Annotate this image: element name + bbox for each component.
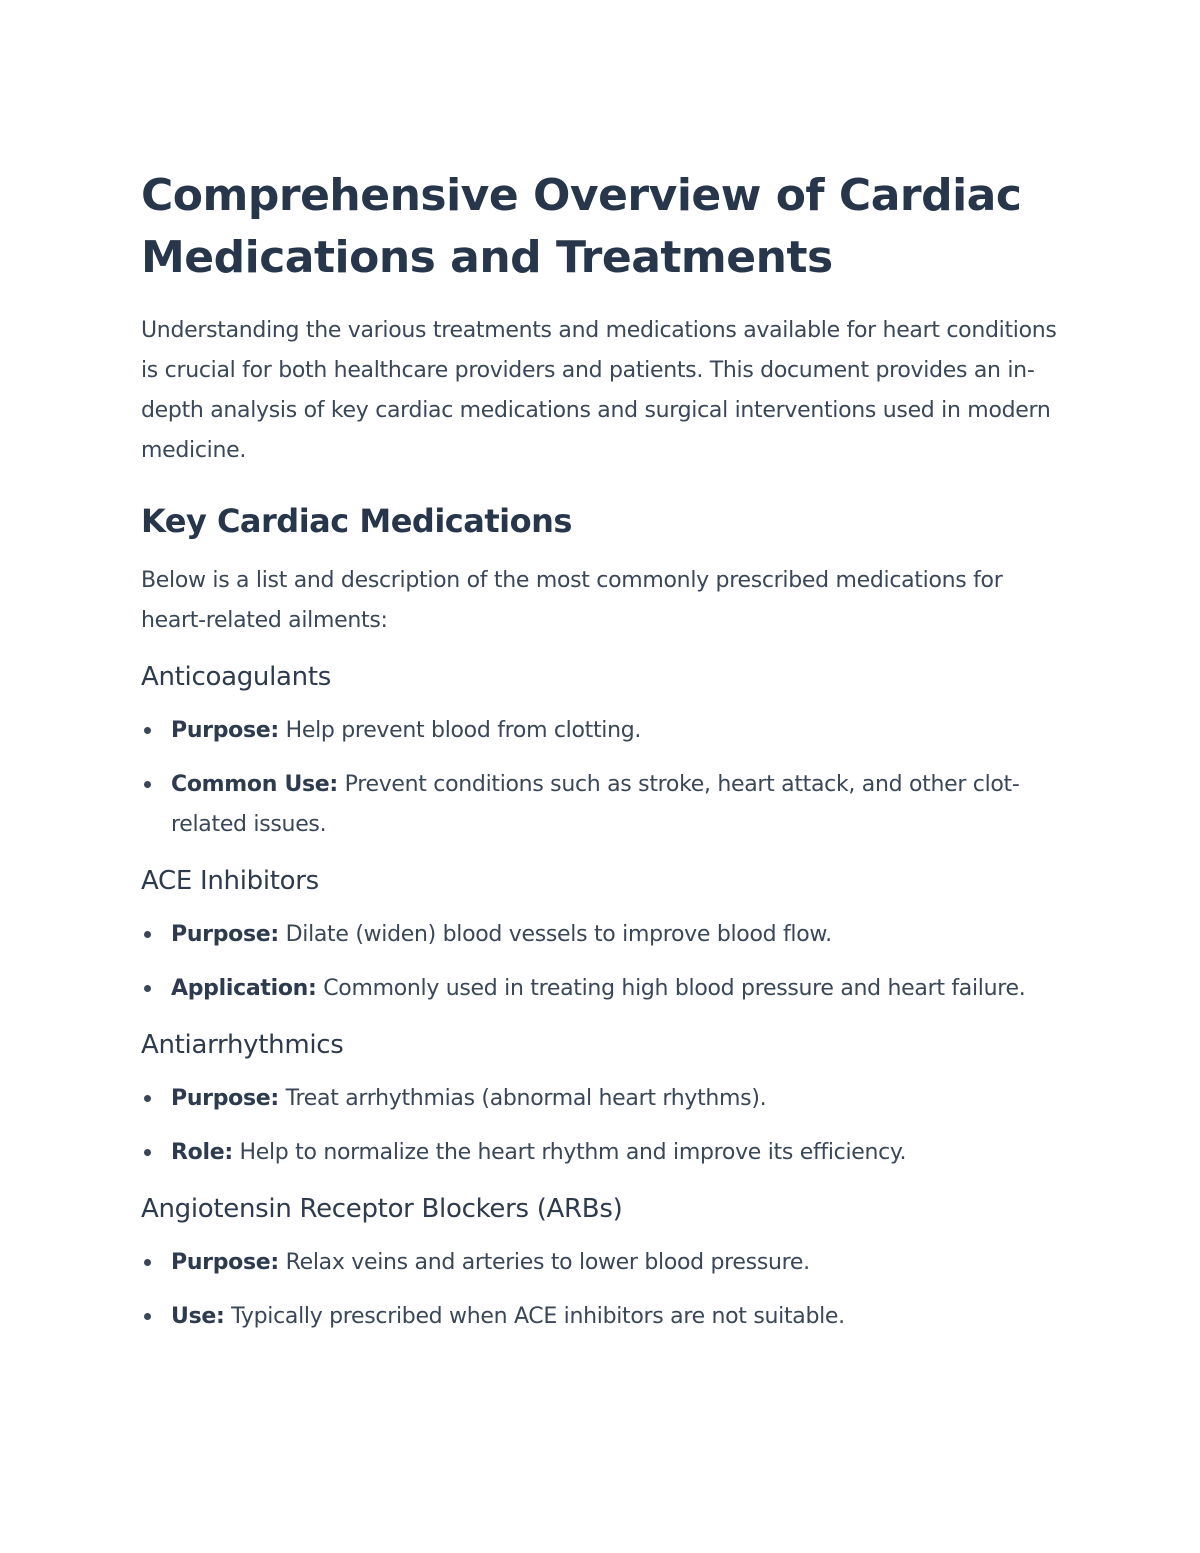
item-term: Role: [171,1140,233,1165]
item-term: Application: [171,976,317,1001]
item-text: Help to normalize the heart rhythm and improve its efficiency. [232,1140,907,1165]
bullet-icon [144,1095,151,1102]
item-term: Purpose: [171,922,279,947]
item-text: Prevent conditions such as stroke, heart attack, and other clot-related issues. [171,772,1020,837]
medication-list-anticoagulants [141,711,1061,845]
item-text: Typically prescribed when ACE inhibitors are not suitable. [224,1304,845,1329]
item-text: Help prevent blood from clotting. [278,718,642,743]
bullet-icon [144,781,151,788]
list-item [141,1079,1061,1119]
list-item [141,711,1061,751]
medication-list-antiarrhythmics [141,1079,1061,1173]
medication-list-ace-inhibitors [141,915,1061,1009]
list-item [141,1243,1061,1283]
bullet-icon [144,1313,151,1320]
medication-heading-anticoagulants: Anticoagulants [141,662,331,692]
list-item [141,1133,1061,1173]
bullet-icon [144,727,151,734]
item-term: Use: [171,1304,225,1329]
section-heading: Key Cardiac Medications [141,502,572,540]
medication-heading-antiarrhythmics: Antiarrhythmics [141,1030,344,1060]
list-item [141,1297,1061,1337]
item-term: Purpose: [171,1250,279,1275]
section-intro-paragraph: Below is a list and description of the most commonly prescribed medications for heart-related ailments: [141,568,1003,633]
bullet-icon [144,931,151,938]
list-item [141,969,1061,1009]
document-page [141,165,1061,1337]
item-term: Purpose: [171,718,279,743]
bullet-icon [144,985,151,992]
intro-paragraph: Understanding the various treatments and medications available for heart conditions is crucial for both healthcare providers and patients. This document provides an in-depth analysis of key cardiac medications and surgical interventions used in modern medicine. [141,318,1057,463]
medication-heading-ace-inhibitors: ACE Inhibitors [141,866,319,896]
item-text: Treat arrhythmias (abnormal heart rhythms). [278,1086,767,1111]
page-title: Comprehensive Overview of Cardiac Medications and Treatments [141,170,1022,283]
bullet-icon [144,1259,151,1266]
medication-heading-arbs: Angiotensin Receptor Blockers (ARBs) [141,1194,623,1224]
item-term: Purpose: [171,1086,279,1111]
list-item [141,765,1061,845]
bullet-icon [144,1149,151,1156]
list-item [141,915,1061,955]
item-term: Common Use: [171,772,338,797]
item-text: Relax veins and arteries to lower blood pressure. [278,1250,810,1275]
item-text: Commonly used in treating high blood pressure and heart failure. [316,976,1026,1001]
item-text: Dilate (widen) blood vessels to improve blood flow. [278,922,832,947]
medication-list-arbs [141,1243,1061,1337]
